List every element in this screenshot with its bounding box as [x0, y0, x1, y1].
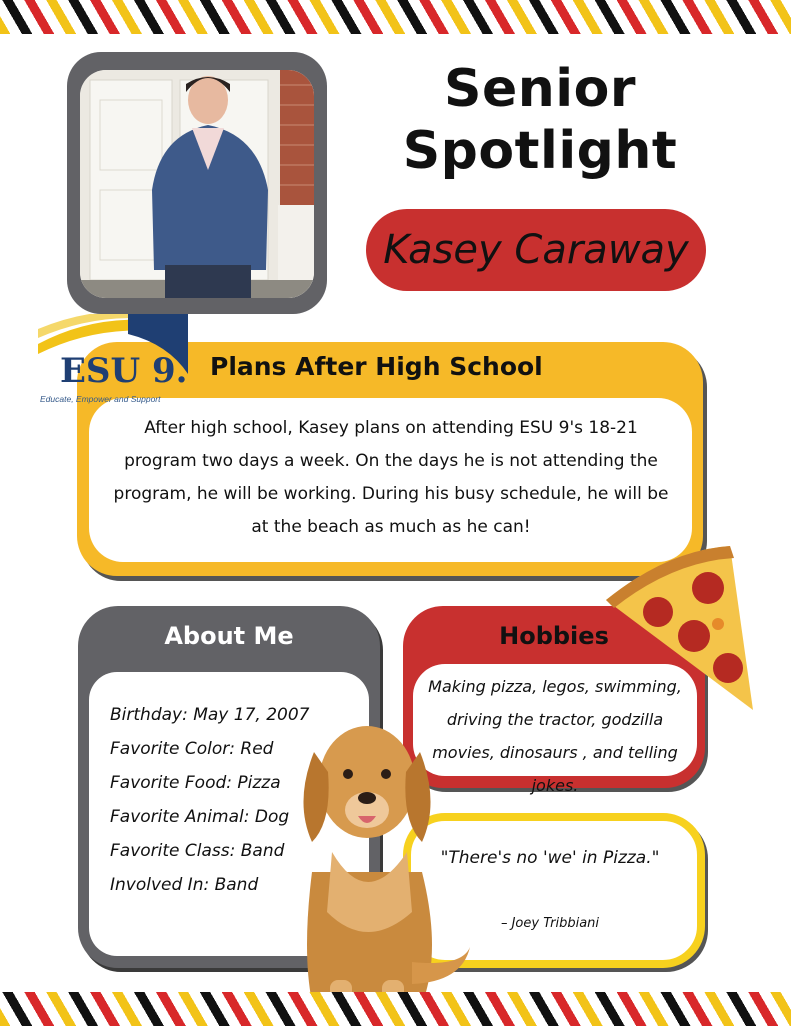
about-involved-in: Involved In: Band — [110, 875, 259, 895]
photo-frame — [67, 52, 327, 314]
about-favorite-animal: Favorite Animal: Dog — [110, 807, 290, 827]
student-name: Kasey Caraway — [383, 227, 689, 273]
golden-retriever-image — [272, 712, 472, 1012]
esu9-tagline: Educate, Empower and Support — [40, 394, 161, 404]
student-photo — [80, 70, 314, 298]
about-favorite-food: Favorite Food: Pizza — [110, 773, 281, 793]
about-heading: About Me — [164, 622, 294, 650]
quote-author: – Joey Tribbiani — [500, 916, 600, 931]
about-favorite-color: Favorite Color: Red — [110, 739, 274, 759]
about-birthday: Birthday: May 17, 2007 — [110, 705, 310, 725]
student-name-badge — [366, 209, 706, 291]
hobbies-text: Making pizza, legos, swimming, driving the tractor, godzilla movies, dinosaurs , and telling jokes. — [428, 677, 682, 795]
hobbies-heading: Hobbies — [499, 622, 609, 650]
plans-text: After high school, Kasey plans on attending ESU 9's 18-21 program two days a week. On the days he is not attending the program, he will be working. During his busy schedule, he will be at the beach as much as he can! — [113, 418, 669, 537]
about-favorite-class: Favorite Class: Band — [110, 841, 285, 861]
title-line-2: Spotlight — [402, 121, 678, 181]
bottom-stripe-border — [0, 992, 791, 1026]
quote-text: "There's no 'we' in Pizza." — [440, 848, 660, 868]
plans-heading: Plans After High School — [210, 352, 543, 381]
pizza-slice-image — [598, 540, 758, 720]
title-line-1: Senior — [444, 59, 636, 119]
esu9-logo-text: ESU 9. — [60, 351, 188, 391]
page-title — [380, 58, 700, 182]
top-stripe-border — [0, 0, 791, 34]
